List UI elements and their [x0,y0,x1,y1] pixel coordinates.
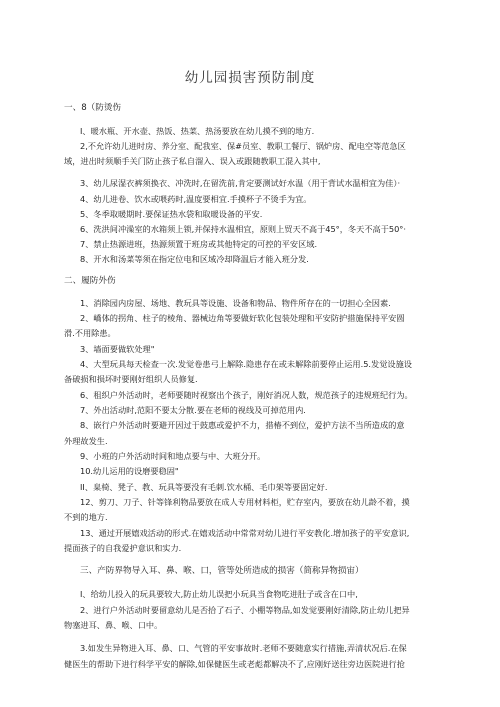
paragraph-line: 备破损和损坏时要刚好组织人员修复. [64,374,198,384]
section-heading-2: 二、履防外伤 [64,276,116,286]
paragraph-line: 7、外出活动时,范阳不要太分散.要在老师的视线及可掉范用内. [80,405,306,415]
paragraph-line: 滑.不用除患。 [64,328,116,338]
paragraph-line: 2、进行户外活动时要留意幼儿是否拾了石子、小棚等物品,如发觉要刚好清除,防止幼儿把异 [80,605,410,615]
section-heading-1: 一、8（防烫伤 [64,103,122,113]
paragraph-line: 10.幼儿运用的设磨要稳固" [80,466,179,476]
paragraph-line: 1、消除园内房屋、场地、教玩具等设施、设备和物品、物件所存在的一切担心全因素. [80,298,391,308]
paragraph-line: 8、开水和汤菜等须在指定位电和区域冷却降温后才能入班分发. [80,254,309,264]
paragraph-line: 5、冬季取暖期时.要保证热水袋和取暖设备的平安. [80,209,263,219]
paragraph-line: 3.如发生异物进入耳、鼻、口、气管的平安事故时.老师不要随意实行措施,弄清状况后.在保 [80,643,407,653]
paragraph-line: 不到的地方. [64,512,108,522]
paragraph-line: 6、租织户外活动时，老师要随时视察出个孩子，刚好消况人数，规范孩子的违规班纪行为。 [80,390,413,400]
paragraph-line: 健医生的帮助下进行科学平安的解除,如保健医生或老彪都解决不了,应刚好送往旁边医院进行抢 [64,659,405,669]
paragraph-line: 13、通过开展嬉戏活动的形式.在嬉戏活动中常常对幼儿进行平安教化.增加孩子的平安意识, [80,528,410,538]
paragraph-line: I、给幼儿投入的玩具要较大,防止幼儿误把小玩具当食物吃进肚子或含在口中, [80,589,358,599]
paragraph-line: 3、墙面要做软处理" [80,344,155,354]
paragraph-line: 3、幼儿尿湿衣裤须换衣、冲洗时,在留洗前,肯定要测试好水温（用于背试水温相宜为佳）· [80,178,401,188]
paragraph-line: 外理故发生. [64,436,108,446]
paragraph-line: 2,不允许幼儿进时房、养分室、配我室、保#员室、教职工餐厅、锅炉房、配电空等范急区 [80,141,406,151]
paragraph-line: 提面孩子的自我爱护意识和实力. [64,543,182,553]
paragraph-line: 6、洗洪间冲澡室的水箱须上锁,并保持水温相宜，原则上贸天不高于45°，冬天不高于50°· [80,224,407,234]
paragraph-line: 2、嶠体的拐角、柱子的棱角、器械边角等要做好软化包装处理和平安防护措施保持平安圆 [80,313,405,323]
paragraph-line: 8、嵌行户外活动时要避开因过于鼓惠或爱护不力，措椿不到位，爱护方法不当所造成的意 [80,420,405,430]
paragraph-line: 域，进出时须顺手关门防止孩子私自溜入、误入或跟随教职工混入其中, [64,156,321,166]
paragraph-line: I、暖水瓶、开水壶、热饭、热菜、热汤要放在幼儿摸不到的地方. [80,126,315,136]
page-title: 幼儿园损害预防制度 [184,70,316,86]
paragraph-line: 9、小班的户外活动时间和地点要与中、大班分开。 [80,451,266,461]
paragraph-line: 7、禁止热源进班，热源须置于班房或其他特定的可控的平安区域. [80,239,318,249]
section-heading-3: 三、产防界物导入耳、鼻、喉、口，管等处所造成的损害（简称异物损宙） [80,566,364,576]
paragraph-line: 物塞进耳、鼻、喉、口中。 [64,620,163,630]
paragraph-line: 4、大型玩具每天检查一次.发觉卷患弓上解除.隐患存在或未解除前要停止运用.5.发觉设施设 [80,359,412,369]
paragraph-line: II、臬椅、凳子、教、玩具等要没有毛刺.饮水桶、毛巾架等要固定好. [80,482,328,492]
paragraph-line: 12、剪刀、刀子、针等锋利物品要放在成人专用材料柜，贮存室内，要放在幼儿龄不着，摸 [80,497,410,507]
paragraph-line: 4、幼儿进卷、饮水或喂药时,温度要相宜.手摸杯子不烫手为宜。 [80,194,312,204]
